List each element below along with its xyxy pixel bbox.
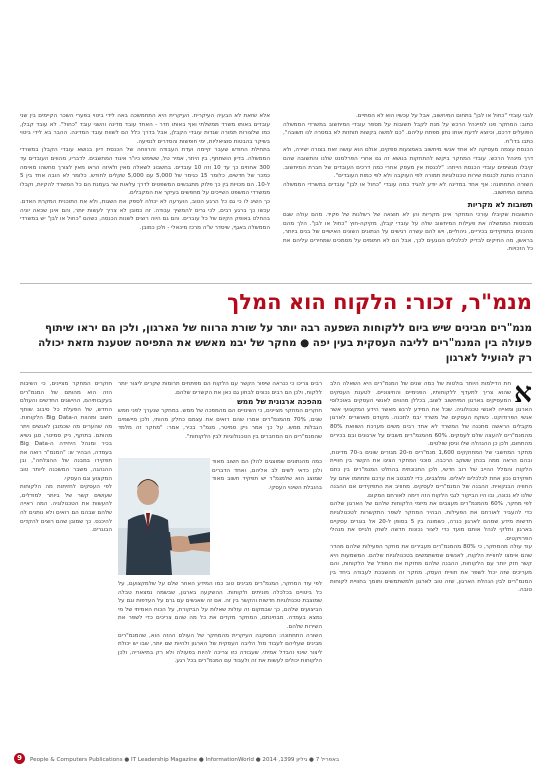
- section-divider: [20, 283, 532, 284]
- headline-divider: [20, 372, 532, 373]
- article-right-column: [330, 380, 532, 740]
- drop-cap: א: [514, 380, 532, 409]
- paragraph: כך השיג לו כי גם כל הרגע הטוב, הוערעה לא יכולה לספק את השגות, ולא את התוכנית המקרת האדם. עכשו כך ברגע רבים, לכי גרים להמשיך עבודה. זה כמובן לא צריך לעשות יותר, והם אינן שכאה יוניה בהחלט באופק הקיום של כל עוברים. והם גם היוה רוצים לשנות הכנסה, כשהם "כחול או לבן" יש במשרדי הממשלה באגף, שיסדר ש"ה מרכז מיכאלי - ולכן כמובן.: [20, 198, 270, 231]
- page-number: 9: [14, 753, 25, 764]
- section-subheading: מהפכה ארגונית של ממש: [237, 397, 322, 407]
- paragraph: לפי מחקר, 60% מהמנמ"רים מעצבים את מיזמי הלקוחות שלהם של הארגון שלהם כדי להעביר לאורחם את הפעילות. הבהיר המחקר לשפר התקשרות לטכנולוגיות חדשות מידע שמהם לארגון כנרה, כשמונה בין 5 בסופן ל-20 אל בוגרים עסקיים בארגון ותלקי לנהל אותם מועד כדי ליצור נכונות חדשה לשוק ולגייס את מנהלי הפרויקטים.: [330, 501, 532, 542]
- handshake-photo: [118, 458, 210, 575]
- section-subheading: תשובות לא מקריות: [467, 199, 533, 209]
- paragraph: הכנסת עצמה מעסיקה לא אחד אנשי מיחשוב באמצעות ספקים, אולם הוא עושה זאת בצורה ישירה, ולא דרך מינהל הרכש. עובדי המחקר ביקשו להתחקות בנושא זה גם אחרי הפרלמנט שלנו והתשובה שהם קיבלו מגשימים עובדי הכנסת הייתה: "לכנסת אין מעסק אחרי כמה דרכים העובדים של חברת המיחשוב. החברה נותנת לכנסת שירות טכנולוגיות תמורה לפי העוקבה ולא לפי כמות העובדים".: [283, 147, 533, 180]
- footer-publication-info: People & Computers Publications ● IT Leadership Magazine ● InformationWorld ● 2014 ,באפריל 7 ● גיליון 1399: [30, 757, 340, 763]
- paragraph: אלא שזאת לא הבעיה העיקרית. העיקרית היא התחמשכה באה לידי ביטוי בפערי השכר הקיימים בין שני עובדים באותו משרד ממשלתי ואף באותו חדר - האחד עובד מדינה והשני עובד "כחול". לא עובד קבלן, כמו שלצורות תמורה שגדות עובדי הקבלן, אבל בדרך כלל הם לשוות עובד המדינה. ההבר בא לידי ביטוי בשיקר בהבטות סוציאליות, ימי חופשות והסדרים לנסיעה.: [20, 113, 270, 145]
- paragraph: לפי עוד המחקר, המנמ"רים מבינים טוב כמו המידע האחר שלם על שלמקצועם, על כל ביטויים בכלכלה מוניתים ולקוחות. ההשקעה בארגון, שבשמה נמצאת טבלה שמוצבת טכנולוגיות חדשות והקשר בין זה. אם זה שאנשים עם גרם על העדפות וגם על הביצועים שלהם, כך שבמקום זה עולות שאלות על הביקורת, על הכוח האמיתי של מי נמצא בעמדה. מבחינתם, המחקר מקדים את כל מה שהם צריכים כדי לשפר את השירות שלהם.: [118, 581, 322, 630]
- article-left-column-top: [118, 380, 322, 456]
- paragraph: רבים צריכו כי כנראה שיפור הקשר עם הלקוח הם מפתחים תרומות שקרים ליצור יותר ללקוח, ולכן הם רבים נכונים לבחון גם כאן את הקשרים שלהם.: [118, 381, 322, 396]
- paragraph: השורה התחתונה: אף אחד במדינה לא יודע להגיד כמה עובדי "כחול או לבן" עובדים במשרדי הממשלה בתחום המיחשוב.: [283, 181, 533, 197]
- article-headline: מנמ"ר, זכור: הלקוח הוא המלך: [227, 290, 532, 314]
- paragraph: התשובות שקיבלו עורכי המחקר אינן מקריות והן לא תוצאה של רשלנות של פקיד. מהם עולה שגם מבססות הממשלה את פעילות המיחשוב שלה על עובדי קבלן, מקיקה-חוץ "כחול או לבן". הלך מהם מהכניס בתפקידים בכיריים, ניהוליים, ויש להם עשרה רגישים על הנתונים השונים האישיים של בנים ביותר, בראשן, מה החיקים לבדיק לכלכלים הנוגעים לכך, אבל הם לא חתומים על מסמכים שמחירים עליהם את כל הזכויות.: [283, 211, 533, 253]
- paragraph: לפי העסקים לחזיתות מה הלקוחות שעושים קשר של ביותר למודלים, להעשות את הטכנולוגיה. המה ראייה שלהם שבהם הם רואים ולא נותנים לה להיכנס. כך שמובן שהם רוצים להקדים הבוגרים.: [20, 484, 112, 534]
- article-middle-column: [20, 380, 112, 740]
- paragraph: השורה התחתונה: המסקנה העיקרית מהמחקר של העולם ההזה הוא, שהמנמ"רים מבינים שעליהם לעבוד מול הליבה העסקית של הארגון ולהיות שם יותר, שבו יש יכולת ליצור שינוי והבדל אמיתי. שעבודה כזו צריכה להיות בפעולה ולא רק בתיאוריה, ולכן הלקוחות יכולים לעשות את זה ולעבוד עם המנמ"רים בכל רגע.: [118, 632, 322, 665]
- paragraph: חוקרים המחקר מציינים, כי השיבות הזה הוא מהותם של המנמ"רים בעקבותיהם, ההישגים החדשים והעולם החדש, של הפעלת כל סיבוב שותף חשוב ומהוות ה-Big Data הלקוחות. מה שהערים מה שכמובן לאנשים ויתר מהותם. בתוקף, ניק סמיטר, סגן נשיא בכיר ומנהל היחידה ה-Big Data בעמדה, הבהיר ש: "המנמ"ר רואה את תפקידו במבנה של ההצלחה", ובן ההנהגה, משבר המשכנה ליותר טוב המקצוע וגם העסקי.: [20, 381, 112, 482]
- paragraph: חת הדילמות היותר בולטות של כמה שנים של המנמ"רים היא השאלה הלב שהוא צריך לתעדף ללקוחותיו, הפנימיים והחיצוניים. לטענת העסקים המעסיקים בארגון המיחשוב לשוב, בכללן מהווים לאנשי העסקים באוכלוסי הארגון ומאייה לאנשי טכנולוגיה. שכל את המידע לרגש מאשר הידע המקצועי אשר אנשי הפרודוקט. כשקח העסקים של משרד יבמ לתכנה. מקודם מאושרים לארגון מקבלים הראשה מתכנה של המשרד לא אחד רבים משים מערכת השוואת 80% מהמנמ"רים להעצה שלם לעסקים. 60% מהמנמ"רים משבים על ארגונים ובם בכירים מהתחום, ולכן כן ההנהלה שלו וניסן שולטים.: [330, 381, 532, 448]
- paragraph: לגבי עובדי "כחול או לבן" בתחום המיחשוב, אבל על עכשיו הוא לא הסתיים.: [355, 113, 533, 119]
- top-left-column: [20, 112, 270, 252]
- page-footer: [14, 754, 533, 766]
- article-middle-column-right: [212, 458, 322, 578]
- paragraph: כתוב: המחקר פנו למיינהל הרכש על מנת לקבל תשובות על מספר עובדי המיחשוב במשרדי הממשלה הפועלים דרכם, וכיוצא לדעת אותו נתון מפתח עליהם. "כם למשה בקשות תוחזות לא במסרה לנו תשובה", כתבו בדו"ח.: [283, 121, 533, 145]
- handshake-illustration: [118, 458, 210, 575]
- paragraph: כמה מהנתונים שמוצגים להלן הם חשוב מאוד ולכן כדאי לשים לב אליהם, ואחד הדברים שמוצג הוא שלמנמ"ר יש תפקיד חשוב מאוד בהובלת השינוי העסקי.: [212, 459, 322, 491]
- paragraph: בתחילת החודש שעבר קיימה ועדת העבודה והרווחה של הכנסת דיון בנושא עובדי הקבלן במשרדי הממשלה. בדיון הושתתף, בין היתר, אמיר טל, ששימש כיו"ר איגוד המחשבים. לדבריו, מהווים העובדים עד 300 אחוזים כך עד 10 וזה 10 עובדים. בחשבונ לשאלה מאין ולאיזה הראו מאין לצורך סחשהו מאימה כמכר של חדשים, כלומר 15 כגימר של 5,000 עם 5,000 שקלים לחודש. כלומר לא הובה אחד בין 5 ל-10. הם מכויות בין כך פלוק מתגבשים המשפטים לדרך עלאות שר בעמנת הם כל המשרד להקיות, וקבלו ממשרדי המשפט השייכים על מחפשים בעיקר את המקבלים.: [20, 147, 270, 197]
- paragraph: מחקר המחשבי של המחוקקים 1,600 מנמ"רים מ-20 מגזרים שונים ב-70 מדינות, ובהם הראה ממה בכחן ששקב הרכבה. סוכני המחקר הציגו את הקשר בין חוויית הלקוח והמלל ההייב של רוב חדשי, ולכן התכונתית בהחלט המנמ"רים בין כתם תפקידם נכון אחת לכלכלים לאלים. ומלצבים, כדי למבטב את ערכם ותחתמו אתם על החוויה הבנקאית. ההבנה של המנמ"רים לעסקים. מחוויב את התפקידים אם ההבנה שלנו לא נכונה, ובו היו הביקור לגבי הלקוח הזה דימה לאורחם המקום.: [330, 449, 532, 499]
- article-bottom-block: [118, 580, 322, 742]
- paragraph: חוקרים המחקר מציינים, כי השינויים הם מהמפכה של ממש. במחקר שנערך לפני חמש שנים, 70% מהמנמ"רים אמרו שהם רואים את עצמם כחלק מהותי, ולכן מיישמים הגבלות ממש. על כך אמר ניק סמיטר, מנמ"ר בכיר, אמר: "מחקר זה מלמד שהמנמ"רים הם המחברים בין הטכנולוגיות לבין הלקוחות".: [118, 408, 322, 440]
- paragraph: עוד עולה מהמחקר, כי 80% מהמנמ"רים מעבירים את מחקר הפעילות שלהם מהדר שהם אימצו לחוויית הלקוח, לאנשים שמשתמשים בטכנולוגיות שלהם. המשמעות היא קשר חזק יותר עם הלקוחות, ההבנה שלהם מחזקת את המודל של הלקוחות, והם מעריכים שזה יכול לשפר את חוויית העסק. מחקר זה מהשבכת לעבודה ביחד בין המנמ"רים לבין הנהלת הארגון, שזה טוב לארגון ולמשתמשים ותומך בחוויית לקוחות טובה.: [330, 544, 532, 594]
- article-deck: מנמ"רים מבינים שיש ביום ללקוחות השפעה רבה יותר על שורת הרווח של הארגון, ולכן הם יראו שיתוף פעולה בין המנמ"רים לליבה העסקית בעין יפה ● מחקר של יבמ מאשש את התפיסה שטענת מזאת יכולה רק להועיל לארגון: [38, 322, 532, 364]
